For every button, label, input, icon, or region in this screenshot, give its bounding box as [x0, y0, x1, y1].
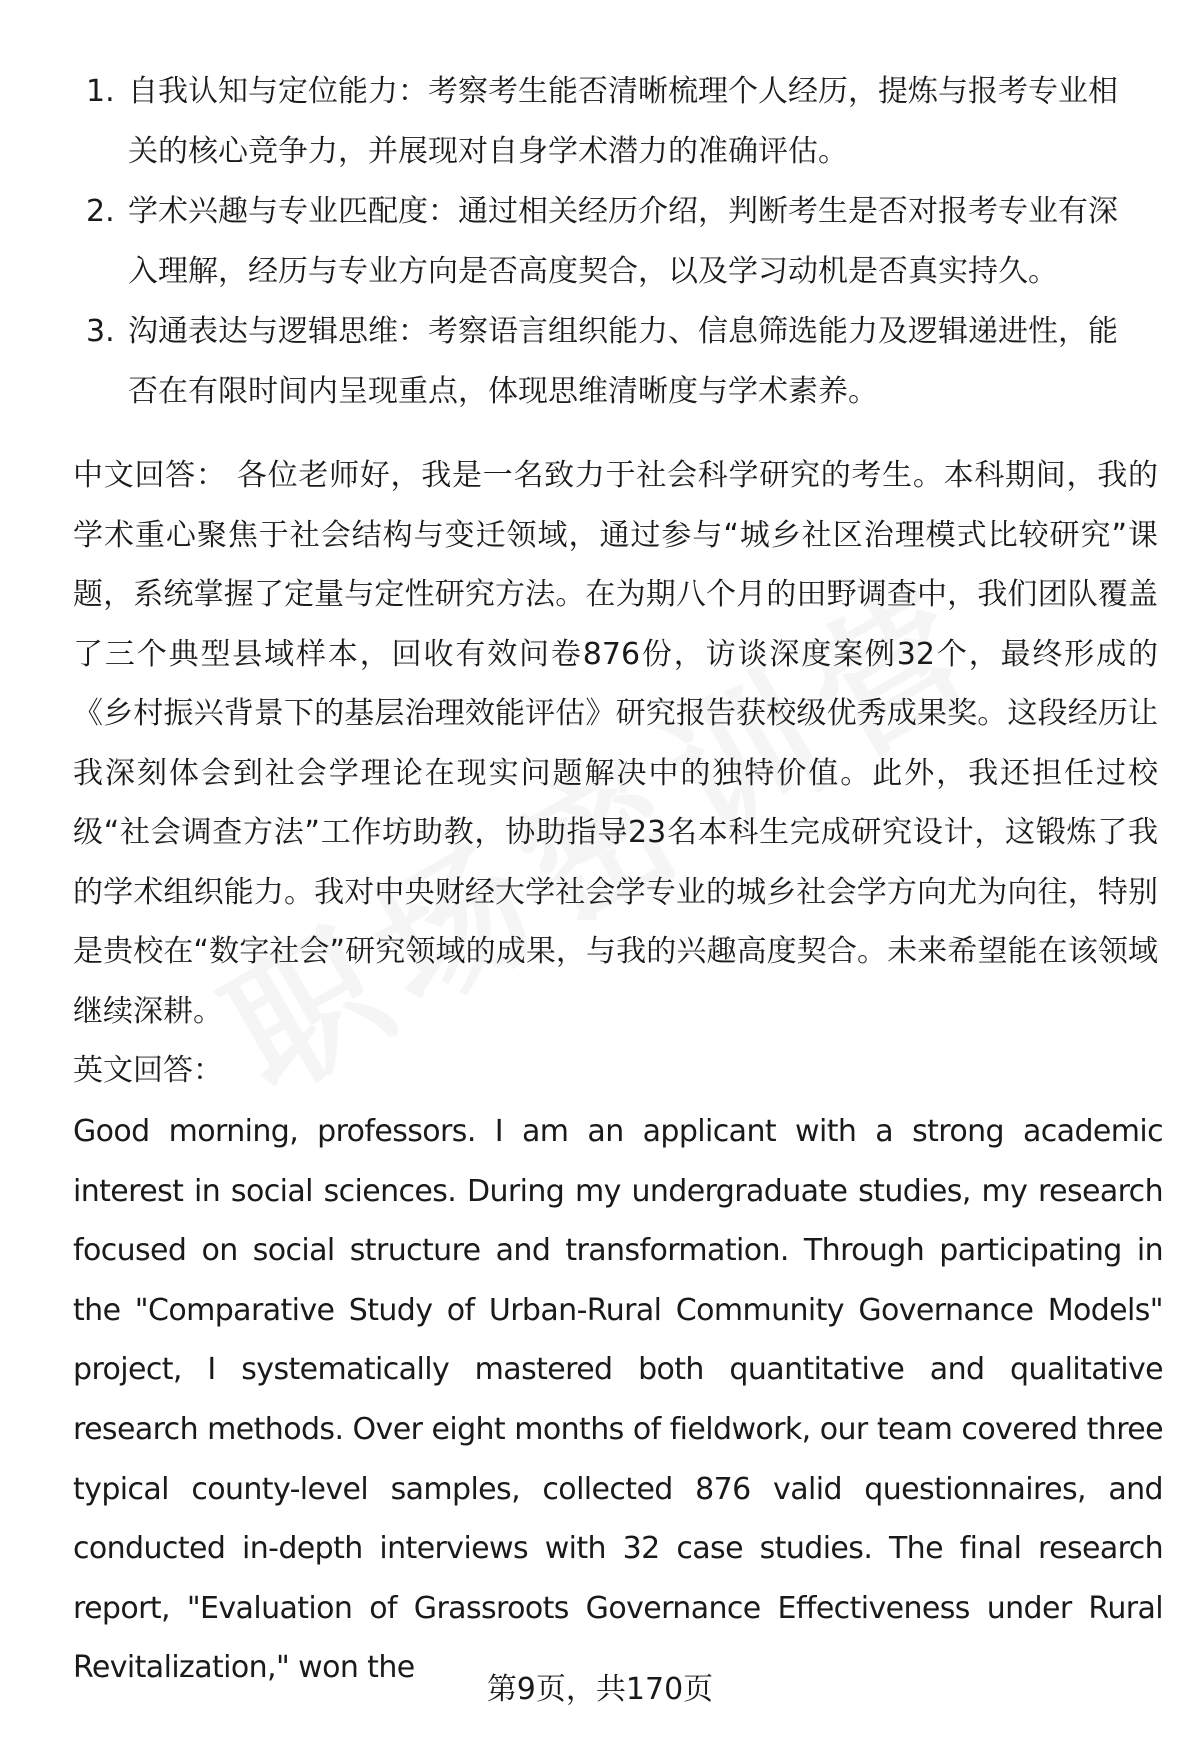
chinese-answer-paragraph: [73, 446, 1158, 1041]
chinese-answer-section: [73, 446, 1158, 1101]
criteria-number: 1.: [86, 74, 115, 109]
english-answer-text: Good morning, professors. I am an applicant with a strong academic interest in social sciences. During my undergraduate studies, my research focused on social structure and transformation. Through participating in the "Comparative Study of Urban-Rural Community Governance Models" project, I systematically mastered both quantitative and qualitative research methods. Over eight months of fieldwork, our team covered three typical county-level samples, collected 876 valid questionnaires, and conducted in-depth interviews with 32 case studies. The final research report, "Evaluation of Grassroots Governance Effectiveness under Rural Revitalization," won the: [73, 1114, 1163, 1686]
criteria-number: 2.: [86, 194, 115, 229]
criteria-text: 学术兴趣与专业匹配度：通过相关经历介绍，判断考生是否对报考专业有深入理解，经历与专业方向是否高度契合，以及学习动机是否真实持久。: [128, 194, 1118, 289]
page-footer: [0, 1670, 1200, 1710]
chinese-answer-text: 各位老师好，我是一名致力于社会科学研究的考生。本科期间，我的学术重心聚焦于社会结构与变迁领域，通过参与“城乡社区治理模式比较研究”课题，系统掌握了定量与定性研究方法。在为期八个月的田野调查中，我们团队覆盖了三个典型县域样本，回收有效问卷876份，访谈深度案例32个，最终形成的《乡村振兴背景下的基层治理效能评估》研究报告获校级优秀成果奖。这段经历让我深刻体会到社会学理论在现实问题解决中的独特价值。此外，我还担任过校级“社会调查方法”工作坊助教，协助指导23名本科生完成研究设计，这锻炼了我的学术组织能力。我对中央财经大学社会学专业的城乡社会学方向尤为向往，特别是贵校在“数字社会”研究领域的成果，与我的兴趣高度契合。未来希望能在该领域继续深耕。: [73, 458, 1158, 1029]
chinese-answer-label: 中文回答：: [73, 458, 227, 493]
criteria-text: 自我认知与定位能力：考察考生能否清晰梳理个人经历，提炼与报考专业相关的核心竞争力，并展现对自身学术潜力的准确评估。: [128, 74, 1118, 169]
english-answer-label: 英文回答：: [73, 1053, 223, 1088]
criteria-item: [86, 182, 1146, 302]
criteria-number: 3.: [86, 314, 115, 349]
criteria-text: 沟通表达与逻辑思维：考察语言组织能力、信息筛选能力及逻辑递进性，能否在有限时间内呈现重点，体现思维清晰度与学术素养。: [128, 314, 1118, 409]
page-number: 第9页，共170页: [486, 1672, 714, 1707]
criteria-item: [86, 62, 1146, 182]
english-answer-section: [73, 1102, 1163, 1698]
criteria-list: [86, 62, 1146, 422]
criteria-item: [86, 302, 1146, 422]
